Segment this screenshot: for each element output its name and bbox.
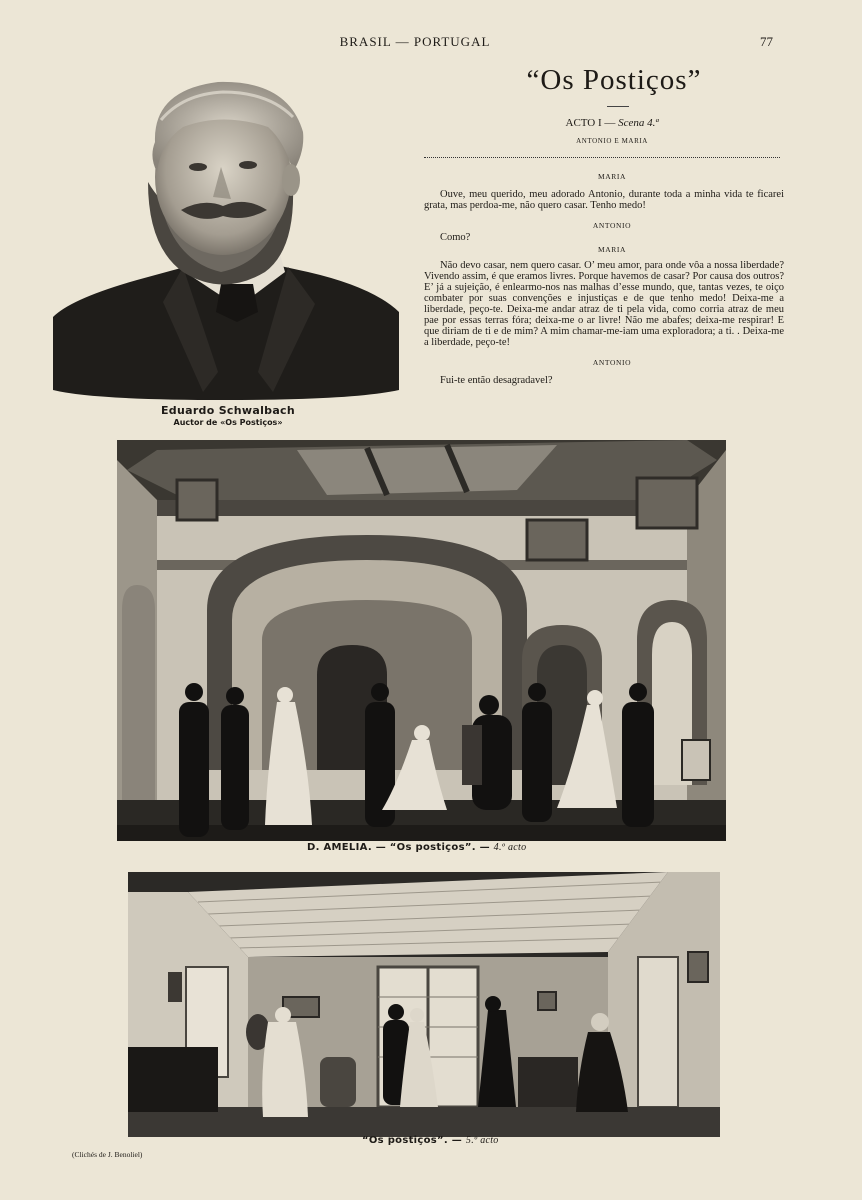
speech-text: Como? xyxy=(440,232,471,243)
speaker-label: MARIA xyxy=(597,172,626,181)
characters-line: ANTONIO E MARIA xyxy=(576,137,648,145)
photo-caption-act-5 xyxy=(362,1135,499,1146)
dialogue-block-3 xyxy=(424,245,784,348)
running-head xyxy=(0,34,862,52)
stage-photo-act-5 xyxy=(128,872,720,1137)
stage-photo-act-4 xyxy=(117,440,726,841)
portrait-drawing xyxy=(53,72,399,400)
masthead-title: BRASIL — PORTUGAL xyxy=(339,34,491,49)
speech-text: Ouve, meu querido, meu adorado Antonio, durante toda a minha vida te ficarei grata, mas perdoa-me, não quero casar. Tenho medo! xyxy=(424,189,784,211)
stage-photo-drawing xyxy=(128,872,720,1137)
speaker-label: MARIA xyxy=(597,245,626,254)
speaker-label: ANTONIO xyxy=(592,358,632,367)
photo-credit: (Clichés de J. Benoliel) xyxy=(72,1150,143,1159)
speech-text: Não devo casar, nem quero casar. O’ meu amor, para onde vôa a nossa liberdade? Vivendo assim, é que eramos livres. Porque havemos de casar? Por causa dos outros? E’ já a sujeição, é enlearmo-nos nas malhas d’esse mundo, que, tantas vezes, te oiço combater por suas convenções e injustiças e de que tenho medo! Deixa-me a liberdade, peço-te. Deixa-me andar atraz de ti pela vida, como corria atraz de meu pae por essas terras fóra; deixa-me o ar livre! Não me abafes; deixa-me respirar! E que diriam de ti e de mim? A mim chamar-me-iam uma exploradora; a ti. . Deixa-me a liberdade, peço-te! xyxy=(424,260,784,348)
photo-caption-act-4 xyxy=(307,842,526,853)
caption-main: D. AMELIA. — “Os postiços”. — xyxy=(307,842,494,853)
dialogue-block-2 xyxy=(424,221,784,243)
title-rule xyxy=(607,106,629,107)
dialogue-block-1 xyxy=(424,172,784,211)
page-number: 77 xyxy=(760,34,773,49)
caption-act: 5.º acto xyxy=(465,1135,499,1146)
portrait-caption xyxy=(88,404,368,427)
play-excerpt xyxy=(424,60,784,386)
scene-number: Scena 4.ª xyxy=(618,117,659,129)
caption-act: 4.º acto xyxy=(493,842,527,853)
speech-text: Fui-te então desagradavel? xyxy=(440,375,553,386)
stage-photo-drawing xyxy=(117,440,726,841)
act-line xyxy=(440,117,784,129)
author-name: Eduardo Schwalbach xyxy=(160,404,295,417)
play-title: “Os Postiços” xyxy=(526,64,702,96)
caption-main: “Os postiços”. — xyxy=(362,1135,466,1146)
act-roman: ACTO I — xyxy=(565,117,619,129)
author-portrait xyxy=(53,72,399,400)
author-subtitle: Auctor de «Os Postiços» xyxy=(173,418,283,427)
dotted-rule xyxy=(424,151,780,158)
speaker-label: ANTONIO xyxy=(592,221,632,230)
dialogue-block-4 xyxy=(424,358,784,386)
